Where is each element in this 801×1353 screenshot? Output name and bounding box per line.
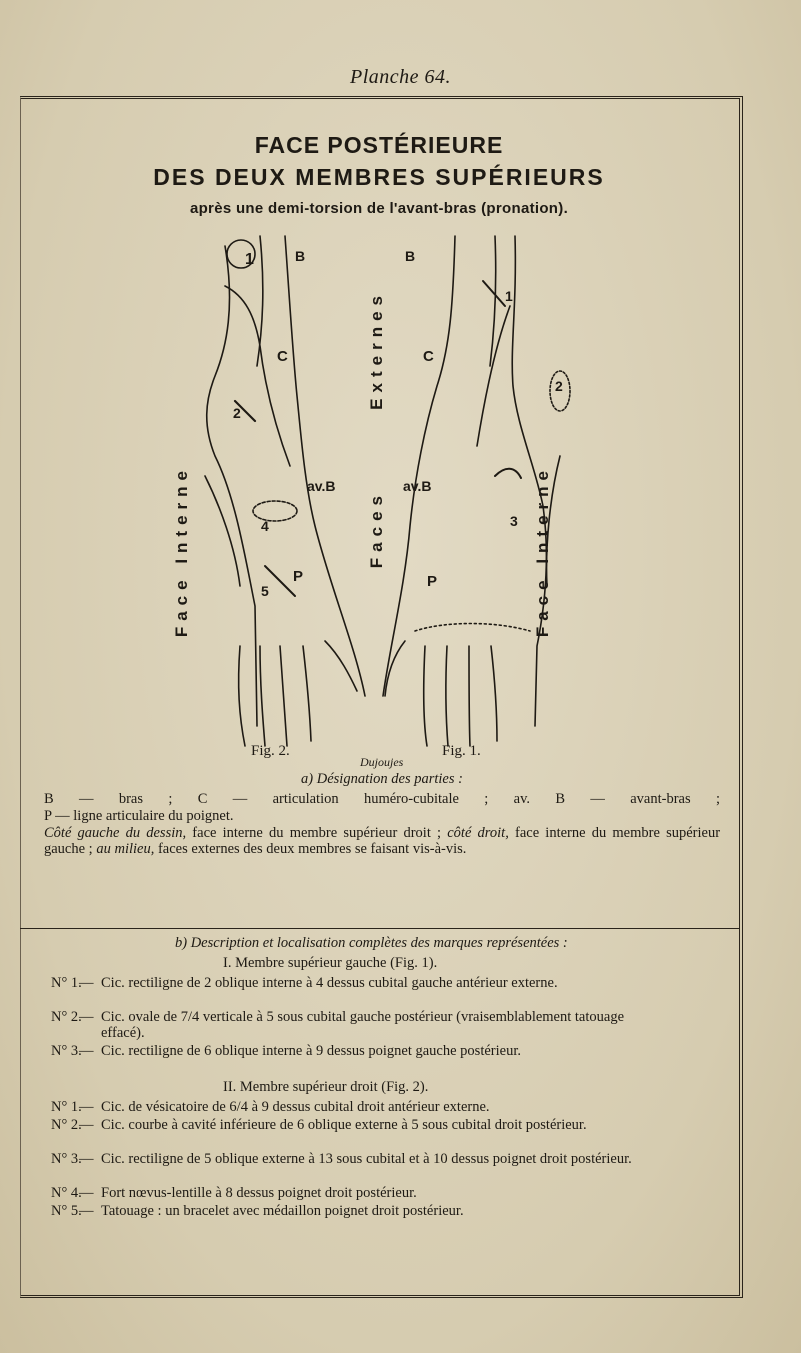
section-2-heading: II. Membre supérieur droit (Fig. 2). xyxy=(223,1079,429,1095)
caption-b-title xyxy=(175,935,715,952)
middle-text: faces externes des deux membres se faisant vis-à-vis. xyxy=(154,841,467,857)
caption-a-title: a) Désignation des parties : xyxy=(301,771,463,787)
fig2-label-avB: av.B xyxy=(307,478,336,494)
fig2-marker-1: 1 xyxy=(245,251,254,268)
fig2-label-C: C xyxy=(277,348,288,365)
section-divider xyxy=(20,928,740,929)
entry-number: N° 3. xyxy=(51,1043,82,1059)
section-1-heading: I. Membre supérieur gauche (Fig. 1). xyxy=(223,955,438,971)
side-left-phrase: Côté gauche du dessin, xyxy=(44,825,187,841)
fig1-label-avB: av.B xyxy=(403,478,432,494)
entry-text: Cic. courbe à cavité inférieure de 6 oblique externe à 5 sous cubital droit postérieur. xyxy=(101,1117,587,1133)
entry-number: N° 2. xyxy=(51,1117,82,1133)
entry-text: Cic. rectiligne de 6 oblique interne à 9 dessus poignet gauche postérieur. xyxy=(101,1043,521,1059)
middle-phrase: au milieu, xyxy=(96,841,155,857)
entry-dash: — xyxy=(79,1009,94,1025)
entry-text: Cic. ovale de 7/4 verticale à 5 sous cubital gauche postérieur (vraisemblablement tatouage effacé). xyxy=(101,1009,625,1041)
artist-signature: Dujoujes xyxy=(360,755,404,769)
entry-dash: — xyxy=(79,1043,94,1059)
caption-a-line-2: P — ligne articulaire du poignet. xyxy=(44,808,234,824)
subtitle: après une demi-torsion de l'avant-bras (pronation). xyxy=(189,200,569,217)
caption-b-title-text: b) Description et localisation complètes des marques représentées : xyxy=(175,935,568,951)
side-right-phrase: côté droit, xyxy=(447,825,509,841)
entry-dash: — xyxy=(79,1185,94,1201)
entry-number: N° 2. xyxy=(51,1009,82,1025)
fig1-label-B: B xyxy=(405,248,416,264)
side-right-text: face interne du membre supérieur gauche ; xyxy=(44,825,721,857)
center-upper-label: Externes xyxy=(367,290,386,410)
entry-text: Cic. rectiligne de 5 oblique externe à 13 sous cubital et à 10 dessus poignet droit postérieur. xyxy=(101,1151,632,1167)
title-line-2: DES DEUX MEMBRES SUPÉRIEURS xyxy=(153,164,605,190)
side-left-text: face interne du membre supérieur droit ; xyxy=(186,825,448,841)
entry-text: Tatouage : un bracelet avec médaillon poignet droit postérieur. xyxy=(101,1203,464,1219)
entry-dash: — xyxy=(79,1203,94,1219)
left-face-label: Face Interne xyxy=(172,465,191,638)
entry-number: N° 4. xyxy=(51,1185,82,1201)
center-lower-label: Faces xyxy=(367,490,386,569)
entry-number: N° 1. xyxy=(51,975,82,991)
fig1-label-P: P xyxy=(427,573,438,590)
fig2-label-B: B xyxy=(295,248,306,264)
right-face-label: Face Interne xyxy=(533,465,552,638)
fig1-marker-2: 2 xyxy=(555,378,563,394)
fig2-marker-2: 2 xyxy=(233,405,241,421)
entry-dash: — xyxy=(79,1151,94,1167)
fig-2-label: Fig. 2. xyxy=(251,743,290,759)
entry-text: Fort nœvus-lentille à 8 dessus poignet droit postérieur. xyxy=(101,1185,417,1201)
fig-1-label: Fig. 1. xyxy=(442,743,481,759)
caption-a-paragraph xyxy=(44,825,720,857)
fig2-label-P: P xyxy=(293,568,304,585)
title-line-1: FACE POSTÉRIEURE xyxy=(254,132,504,158)
fig1-marker-1: 1 xyxy=(505,288,513,304)
entry-dash: — xyxy=(79,1099,94,1115)
entry-number: N° 1. xyxy=(51,1099,82,1115)
entry-number: N° 5. xyxy=(51,1203,82,1219)
fig2-marker-4: 4 xyxy=(261,518,269,534)
entry-text: Cic. rectiligne de 2 oblique interne à 4 dessus cubital gauche antérieur externe. xyxy=(101,975,558,991)
fig2-marker-5: 5 xyxy=(261,583,269,599)
entry-dash: — xyxy=(79,975,94,991)
fig1-marker-3: 3 xyxy=(510,513,518,529)
caption-a-line-1: B — bras ; C — articulation huméro-cubitale ; av. B — avant-bras ; xyxy=(44,791,720,807)
entry-number: N° 3. xyxy=(51,1151,82,1167)
plate-number: Planche 64. xyxy=(349,66,452,88)
fig1-label-C: C xyxy=(423,348,434,365)
entry-text: Cic. de vésicatoire de 6/4 à 9 dessus cubital droit antérieur externe. xyxy=(101,1099,490,1115)
entry-dash: — xyxy=(79,1117,94,1133)
